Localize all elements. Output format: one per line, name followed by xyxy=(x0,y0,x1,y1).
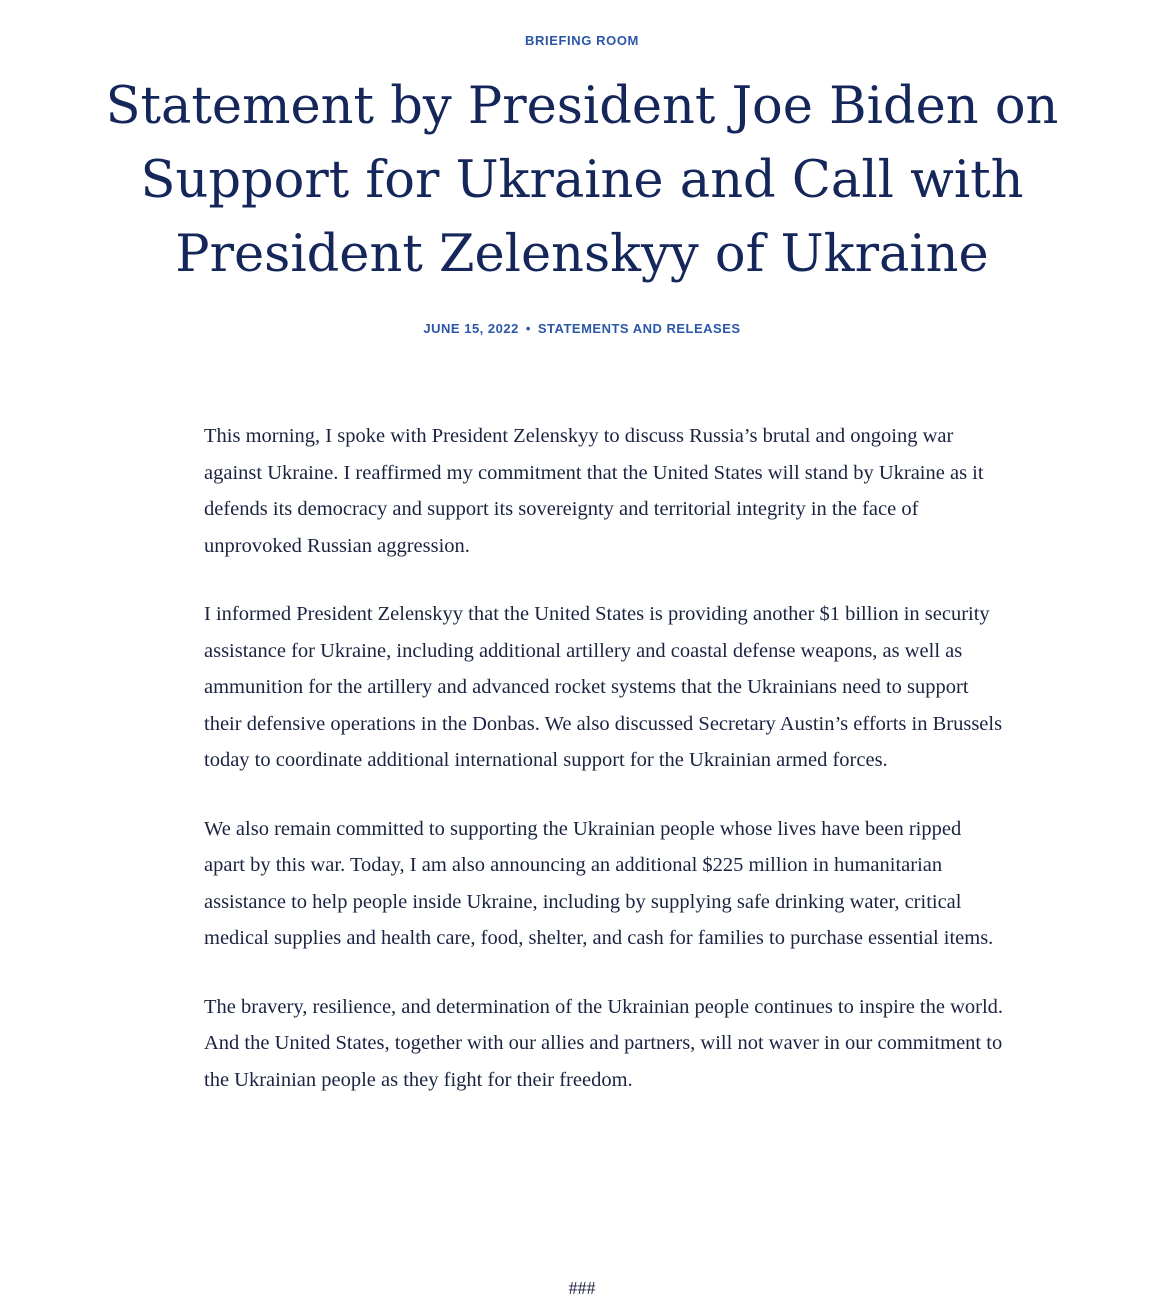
section-eyebrow xyxy=(0,33,1164,48)
briefing-room-link[interactable]: BRIEFING ROOM xyxy=(525,33,639,48)
post-meta xyxy=(0,321,1164,336)
article-body xyxy=(204,418,1004,1130)
paragraph-2: I informed President Zelenskyy that the United States is providing another $1 billion in security assistance for Ukraine, including additional artillery and coastal defense weapons, as well as ammunition for the artillery and advanced rocket systems that the Ukrainians need to support their defensive operations in the Donbas. We also discussed Secretary Austin’s efforts in Brussels today to coordinate additional international support for the Ukrainian armed forces. xyxy=(204,603,1003,771)
paragraph-1: This morning, I spoke with President Zelenskyy to discuss Russia’s brutal and ongoing war against Ukraine. I reaffirmed my commitment that the United States will stand by Ukraine as it defends its democracy and support its sovereignty and territorial integrity in the face of unprovoked Russian aggression. xyxy=(204,425,984,557)
page-title: Statement by President Joe Biden on Support for Ukraine and Call with President Zelenskyy of Ukraine xyxy=(105,77,1059,284)
paragraph-4: The bravery, resilience, and determination of the Ukrainian people continues to inspire the world. And the United States, together with our allies and partners, will not waver in our commitment to the Ukrainian people as they fight for their freedom. xyxy=(204,995,1004,1091)
post-date: JUNE 15, 2022 xyxy=(423,321,519,336)
category-link[interactable]: STATEMENTS AND RELEASES xyxy=(537,321,741,336)
end-mark: ### xyxy=(568,1278,596,1298)
meta-separator: • xyxy=(525,321,531,336)
paragraph-3: We also remain committed to supporting the Ukrainian people whose lives have been ripped apart by this war. Today, I am also announcing an additional $225 million in humanitarian assistance to help people inside Ukraine, including by supplying safe drinking water, critical medical supplies and health care, food, shelter, and cash for families to purchase essential items. xyxy=(204,817,994,949)
